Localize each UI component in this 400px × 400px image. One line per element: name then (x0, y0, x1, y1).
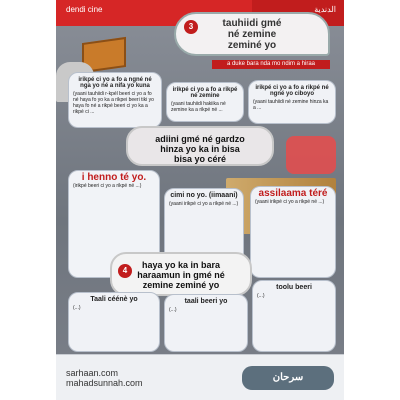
bubble-lower-line-2: haraamun in gmé né (137, 270, 225, 280)
lower-box-5-title: taali beeri yo (184, 298, 228, 305)
card-right-top (248, 80, 336, 124)
lower-box-4-body: (...) (73, 305, 81, 311)
bubble-lower-line-1: haya yo ka in bara (141, 260, 221, 270)
lower-box-2-body: (yaani irikpé ci yo a rikpé né ...) (169, 201, 239, 207)
title-line-1: tauhiidi gmé (222, 18, 282, 29)
lower-box-4 (68, 292, 160, 352)
top-bar-latin-title: dendi cine (56, 0, 252, 26)
top-bar-arabic-title: الدندية (252, 0, 344, 26)
title-ribbon: a duke bara nda mo ndim a hiraa (212, 60, 330, 69)
card-mid-top-body: (yaani tauhiidi hakiika né zemine ka a rikpé né ... (171, 101, 226, 113)
lower-box-4-title: Taali céénè yo (90, 296, 138, 303)
card-mid-top-header: irikpé ci yo a fo a rikpé né zemine (172, 87, 238, 99)
bubble-lower (110, 252, 252, 296)
lower-box-5-body: (...) (169, 307, 177, 313)
section-title (174, 12, 330, 56)
section-number-badge: 3 (184, 20, 198, 34)
card-right-top-body: (yaani tauhiidi né zemine hinza ka a ... (253, 99, 329, 111)
title-line-2: né zemine (227, 29, 277, 40)
footer-url-1[interactable]: sarhaan.com (66, 367, 119, 378)
lower-box-1-body: (irikpé beeri ci yo a rikpé né ...) (73, 183, 142, 189)
lower-box-3-body: (yaani irikpé ci yo a rikpé né ...) (255, 199, 325, 205)
bubble-lower-badge: 4 (118, 264, 132, 278)
footer-urls (66, 368, 143, 388)
lower-box-5 (164, 294, 248, 352)
bubble-middle (126, 126, 274, 166)
card-right-top-header: irikpé ci yo a fo a rikpé né ngné yo ciboyo (255, 85, 329, 97)
poster (56, 0, 344, 400)
bubble-middle-line-2: hinza yo ka in bisa (160, 144, 240, 154)
title-line-3: zeminé yo (227, 40, 277, 51)
card-left-top-body: (yaani tauhiidi r-kpél beeri ci yo a fo né haya fo yo ka a rikpei beeri tiki yo haya fo né a rikpé beeri ci yo ka a rikpé ci ... (73, 91, 154, 115)
lower-box-2-title: cimi no yo. (iimaani) (170, 192, 238, 199)
bubble-lower-line-3: zemine zeminé yo (142, 280, 220, 290)
bubble-middle-line-3: bisa yo céré (173, 154, 227, 164)
lower-box-6-body: (...) (257, 293, 265, 299)
lower-box-3 (250, 186, 336, 278)
bubble-middle-line-1: adiini gmé né gardzo (155, 134, 245, 144)
brand-logo: سرحان (242, 366, 334, 390)
decor-block (286, 136, 336, 174)
card-mid-top (166, 82, 244, 122)
lower-box-1-title: i henno té yo. (81, 172, 147, 183)
lower-box-6 (252, 280, 336, 352)
card-left-top (68, 72, 162, 128)
card-left-top-header: irikpé ci yo a fo a ngné né nga yo né a nifa yo kuna (78, 77, 152, 89)
footer-url-2[interactable]: mahadsunnah.com (66, 377, 143, 388)
lower-box-3-title: assilaama téré (258, 188, 328, 199)
footer (56, 354, 344, 400)
lower-box-6-title: toolu beeri (276, 284, 312, 291)
